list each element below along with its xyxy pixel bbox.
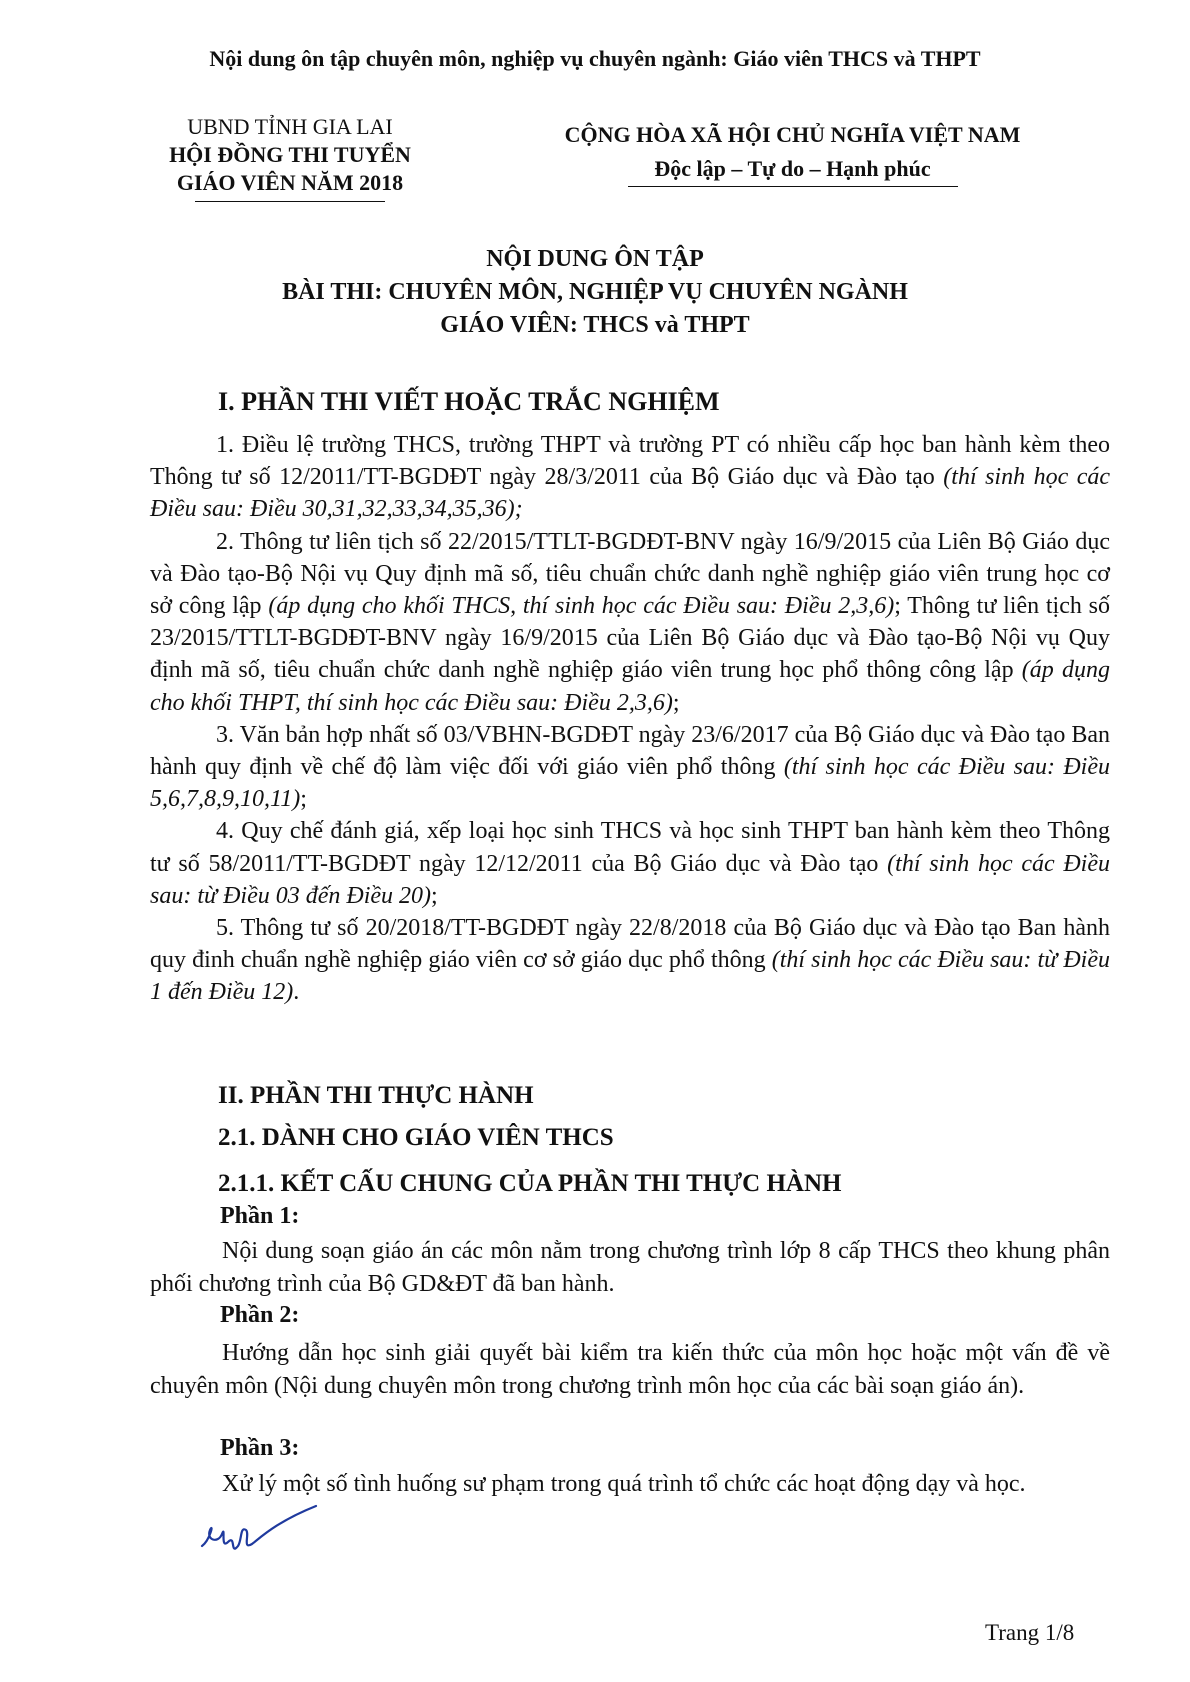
authority-line3: GIÁO VIÊN NĂM 2018	[176, 170, 404, 195]
page-number: Trang 1/8	[985, 1620, 1075, 1645]
item-5: 5. Thông tư số 20/2018/TT-BGDĐT ngày 22/8/2018 của Bộ Giáo dục và Đào tạo Ban hành quy đinh chuẩn nghề nghiệp giáo viên cơ sở giáo dục phổ thông (thí sinh học các Điều sau: từ Điều 1 đến Điều 12).	[150, 915, 1111, 1006]
title-line1: NỘI DUNG ÔN TẬP	[486, 246, 704, 272]
section2-sub1: 2.1. DÀNH CHO GIÁO VIÊN THCS	[218, 1124, 614, 1151]
item-3: 3. Văn bản hợp nhất số 03/VBHN-BGDĐT ngày 23/6/2017 của Bộ Giáo dục và Đào tạo Ban hành quy định về chế độ làm việc đối với giáo viên phổ thông (thí sinh học các Điều sau: Điều 5,6,7,8,9,10,11);	[150, 721, 1111, 813]
running-header: Nội dung ôn tập chuyên môn, nghiệp vụ chuyên ngành: Giáo viên THCS và THPT	[209, 46, 981, 71]
authority-line2: HỘI ĐỒNG THI TUYỂN	[169, 142, 411, 167]
section2-heading: II. PHẦN THI THỰC HÀNH	[218, 1082, 534, 1109]
part2-text: Hướng dẫn học sinh giải quyết bài kiểm tra kiến thức của môn học hoặc một vấn đề về chuyên môn (Nội dung chuyên môn trong chương trình môn học của các bài soạn giáo án).	[150, 1340, 1110, 1399]
issuing-authority	[130, 113, 450, 202]
motto-underline	[628, 186, 958, 187]
document-title	[0, 243, 1190, 342]
part1-label: Phần 1:	[220, 1203, 300, 1229]
motto-line1: CỘNG HÒA XÃ HỘI CHỦ NGHĨA VIỆT NAM	[564, 122, 1021, 147]
item-2: 2. Thông tư liên tịch số 22/2015/TTLT-BGDĐT-BNV ngày 16/9/2015 của Liên Bộ Giáo dục và Đào tạo-Bộ Nội vụ Quy định mã số, tiêu chuẩn chức danh nghề nghiệp giáo viên trung học cơ sở công lập (áp dụng cho khối THCS, thí sinh học các Điều sau: Điều 2,3,6); Thông tư liên tịch số 23/2015/TTLT-BGDĐT-BNV ngày 16/9/2015 của Liên Bộ Giáo dục và Đào tạo-Bộ Nội vụ Quy định mã số, tiêu chuẩn chức danh nghề nghiệp giáo viên trung học phổ thông công lập (áp dụng cho khối THPT, thí sinh học các Điều sau: Điều 2,3,6);	[150, 528, 1111, 716]
part3-text: Xử lý một số tình huống sư phạm trong quá trình tổ chức các hoạt động dạy và học.	[222, 1471, 1026, 1497]
national-motto	[540, 118, 1045, 187]
handwritten-initials-signature	[196, 1500, 326, 1560]
part2-label: Phần 2:	[220, 1302, 300, 1328]
section2-sub2: 2.1.1. KẾT CẤU CHUNG CỦA PHẦN THI THỰC HÀNH	[218, 1170, 842, 1197]
title-line2: BÀI THI: CHUYÊN MÔN, NGHIỆP VỤ CHUYÊN NGÀNH	[282, 279, 908, 305]
part3-label: Phần 3:	[220, 1435, 300, 1461]
section1-body	[150, 429, 1110, 1009]
authority-line1: UBND TỈNH GIA LAI	[187, 114, 393, 139]
motto-line2: Độc lập – Tự do – Hạnh phúc	[654, 156, 931, 181]
part1-text: Nội dung soạn giáo án các môn nằm trong chương trình lớp 8 cấp THCS theo khung phân phối chương trình của Bộ GD&ĐT đã ban hành.	[150, 1238, 1110, 1297]
authority-underline	[195, 201, 385, 202]
title-line3: GIÁO VIÊN: THCS và THPT	[440, 312, 750, 338]
item-4: 4. Quy chế đánh giá, xếp loại học sinh THCS và học sinh THPT ban hành kèm theo Thông tư số 58/2011/TT-BGDĐT ngày 12/12/2011 của Bộ Giáo dục và Đào tạo (thí sinh học các Điều sau: từ Điều 03 đến Điều 20);	[150, 818, 1110, 909]
section1-heading: I. PHẦN THI VIẾT HOẶC TRẮC NGHIỆM	[218, 387, 720, 416]
item-1: 1. Điều lệ trường THCS, trường THPT và trường PT có nhiều cấp học ban hành kèm theo Thông tư số 12/2011/TT-BGDĐT ngày 28/3/2011 của Bộ Giáo dục và Đào tạo (thí sinh học các Điều sau: Điều 30,31,32,33,34,35,36);	[150, 432, 1110, 523]
